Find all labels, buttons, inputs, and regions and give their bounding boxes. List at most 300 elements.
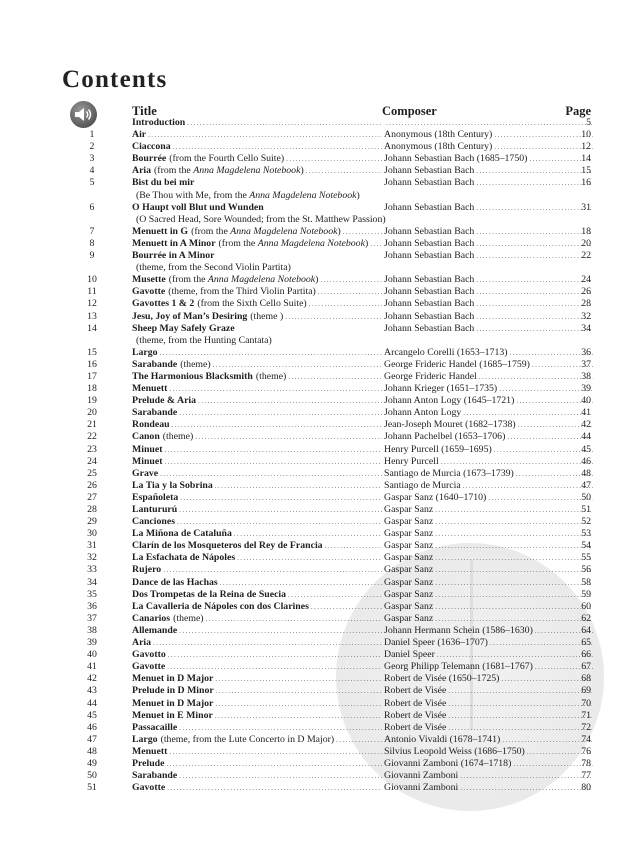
entry-title: Dance de las Hachas [132, 576, 218, 588]
entry-composer: Johann Sebastian Bach [384, 310, 475, 322]
table-row[interactable] [0, 323, 640, 335]
entry-composer-cell [384, 347, 593, 359]
entry-composer: Gaspar Sanz [384, 564, 434, 576]
entry-composer-cell [384, 431, 593, 443]
entry-title: Introduction [132, 117, 186, 128]
table-row[interactable] [0, 601, 640, 613]
entry-title-cell [132, 298, 382, 310]
table-row[interactable] [0, 311, 640, 323]
dot-leader [304, 165, 382, 177]
entry-composer-cell [384, 323, 593, 335]
entry-page: 76 [581, 745, 591, 757]
entry-title-cell [132, 770, 382, 782]
entry-title: Bist du bei mir [132, 177, 195, 189]
table-row[interactable] [0, 407, 640, 419]
dot-leader [214, 685, 382, 697]
entry-title: Sarabande [132, 770, 178, 782]
dot-leader [158, 347, 382, 359]
dot-leader [318, 274, 382, 286]
table-row[interactable] [0, 661, 640, 673]
entry-page: 18 [581, 225, 591, 237]
dot-leader [334, 734, 382, 746]
entry-composer: George Frideric Handel (1685–1759) [384, 358, 530, 370]
entry-page: 32 [581, 310, 591, 322]
entry-number: 47 [87, 733, 97, 745]
entry-composer-cell [384, 286, 593, 298]
entry-composer-cell [384, 129, 593, 141]
entry-title-cell [132, 117, 382, 129]
entry-title-cell [132, 722, 382, 734]
entry-number: 13 [87, 310, 97, 322]
entry-number: 34 [87, 576, 97, 588]
entry-title: Minuet [132, 455, 163, 467]
entry-title: Rujero [132, 564, 162, 576]
entry-number: 11 [87, 286, 97, 298]
entry-title-cell [132, 480, 382, 492]
entry-page: 56 [581, 564, 591, 576]
entry-composer-cell [384, 480, 593, 492]
entry-title: Menuet in D Major [132, 673, 214, 685]
entry-composer-cell [384, 613, 593, 625]
entry-page: 69 [581, 685, 591, 697]
entry-title-cell [132, 782, 382, 794]
entry-composer-cell [384, 734, 593, 746]
entry-title-cell [132, 129, 382, 141]
entry-title: O Haupt voll Blut und Wunden [132, 201, 264, 213]
table-row[interactable] [0, 202, 640, 214]
entry-composer-cell [384, 226, 593, 238]
entry-number: 42 [87, 673, 97, 685]
entry-composer-cell [384, 710, 593, 722]
entry-title: Prelude [132, 757, 165, 769]
table-row[interactable] [0, 456, 640, 468]
entry-composer: Johann Pachelbel (1653–1706) [384, 431, 506, 443]
entry-title: Jesu, Joy of Man’s Desiring [132, 310, 248, 322]
entry-page: 34 [581, 322, 591, 334]
entry-title-cell [132, 710, 382, 722]
entry-composer-cell [384, 395, 593, 407]
table-row[interactable] [0, 226, 640, 238]
entry-page: 12 [581, 141, 591, 153]
table-row[interactable] [0, 274, 640, 286]
dot-leader [213, 710, 382, 722]
entry-title-cell [132, 661, 382, 673]
entry-composer: Robert de Visée [384, 721, 447, 733]
entry-composer: Gaspar Sanz [384, 600, 434, 612]
entry-title: Aria [132, 637, 152, 649]
entry-composer: Johann Anton Logy (1645–1721) [384, 395, 515, 407]
table-row[interactable] [0, 649, 640, 661]
entry-title-cell [132, 250, 382, 262]
dot-leader [204, 613, 382, 625]
dot-leader [178, 492, 382, 504]
dot-leader [171, 141, 382, 153]
table-row[interactable] [0, 153, 640, 165]
dot-leader [162, 444, 382, 456]
entry-title: Musette [132, 274, 166, 286]
table-row[interactable] [0, 564, 640, 576]
entry-composer: George Frideric Handel [384, 370, 477, 382]
entry-number: 44 [87, 697, 97, 709]
dot-leader [232, 528, 382, 540]
entry-title: La Miñona de Cataluña [132, 528, 232, 540]
table-row[interactable] [0, 770, 640, 782]
entry-page: 46 [581, 455, 591, 467]
table-row[interactable] [0, 129, 640, 141]
dot-leader [177, 722, 382, 734]
entry-page: 10 [581, 129, 591, 141]
entry-number: 18 [87, 383, 97, 395]
table-row[interactable] [0, 746, 640, 758]
entry-page: 58 [581, 576, 591, 588]
entry-number: 27 [87, 491, 97, 503]
entry-title: La Esfachata de Nápoles [132, 552, 236, 564]
dot-leader [368, 238, 382, 250]
table-row[interactable] [0, 782, 640, 794]
table-row-subtitle [0, 214, 640, 226]
dot-leader [161, 564, 382, 576]
entry-composer-cell [384, 516, 593, 528]
entry-composer: Robert de Visée [384, 685, 447, 697]
entry-note: (theme) [180, 358, 211, 370]
entry-number: 9 [89, 250, 95, 262]
entry-title: Sheep May Safely Graze [132, 322, 235, 334]
entry-composer-cell [384, 177, 593, 189]
entry-title-cell [132, 734, 382, 746]
table-row[interactable] [0, 516, 640, 528]
entry-composer-cell [384, 758, 593, 770]
entry-title: Sarabande [132, 407, 178, 419]
entry-subtitle: (O Sacred Head, Sore Wounded; from the St. Matthew Passion) [136, 213, 386, 225]
table-row[interactable] [0, 722, 640, 734]
entry-composer: Johann Sebastian Bach [384, 237, 475, 249]
entry-composer: Gaspar Sanz [384, 588, 434, 600]
entry-composer-cell [384, 625, 593, 637]
entry-title: Bourrée in A Minor [132, 250, 215, 262]
entry-title: Menuett in A Minor [132, 237, 216, 249]
table-row[interactable] [0, 552, 640, 564]
entry-composer: Henry Purcell (1659–1695) [384, 443, 492, 455]
entry-number: 21 [87, 419, 97, 431]
entry-composer: Johann Sebastian Bach [384, 225, 475, 237]
entry-number: 35 [87, 588, 97, 600]
table-row[interactable] [0, 637, 640, 649]
entry-page: 47 [581, 479, 591, 491]
entry-composer: Johann Sebastian Bach [384, 274, 475, 286]
entry-subtitle: (Be Thou with Me, from the Anna Magdelena Notebook) [136, 189, 360, 201]
entry-title-cell [132, 758, 382, 770]
entry-number: 24 [87, 455, 97, 467]
entry-title-cell [132, 685, 382, 697]
entry-page: 22 [581, 250, 591, 262]
entry-title: Lantururú [132, 504, 178, 515]
entry-number: 15 [87, 346, 97, 358]
entry-composer: Gaspar Sanz (1640–1710) [384, 491, 487, 503]
entry-title-cell [132, 613, 382, 625]
entry-number: 36 [87, 600, 97, 612]
entry-note: (from the Anna Magdelena Notebook) [154, 165, 304, 177]
entry-title: Minuet [132, 443, 163, 455]
entry-title-cell [132, 431, 382, 443]
entry-page: 48 [581, 467, 591, 479]
entry-composer: Daniel Speer (1636–1707) [384, 637, 488, 649]
entry-page: 60 [581, 600, 591, 612]
entry-composer: Johann Sebastian Bach [384, 201, 475, 213]
entry-number: 40 [87, 649, 97, 661]
entry-composer-cell [384, 601, 593, 613]
table-row[interactable] [0, 347, 640, 359]
table-row[interactable] [0, 431, 640, 443]
entry-title-cell [132, 577, 382, 589]
entry-composer: Gaspar Sanz [384, 516, 434, 528]
entry-title: Canciones [132, 516, 176, 528]
entry-title-cell [132, 323, 382, 335]
entry-composer: Anonymous (18th Century) [384, 141, 493, 153]
table-row[interactable] [0, 589, 640, 601]
entry-page: 59 [581, 588, 591, 600]
entry-title-cell [132, 311, 382, 323]
table-row[interactable] [0, 734, 640, 746]
entry-page: 37 [581, 358, 591, 370]
entry-page: 24 [581, 274, 591, 286]
table-row[interactable] [0, 419, 640, 431]
entry-note: (from the Anna Magdelena Notebook) [191, 225, 341, 237]
table-row[interactable] [0, 383, 640, 395]
dot-leader [164, 758, 382, 770]
dot-leader [146, 129, 382, 141]
dot-leader [283, 311, 382, 323]
table-row[interactable] [0, 710, 640, 722]
entry-composer: Johann Anton Logy [384, 407, 462, 419]
entry-composer-cell [384, 540, 593, 552]
entry-title-cell [132, 589, 382, 601]
entry-composer: Gaspar Sanz [384, 612, 434, 624]
entry-title: Rondeau [132, 419, 170, 431]
dot-leader [151, 637, 382, 649]
entry-note: (theme, from the Lute Concerto in D Major) [160, 733, 335, 745]
table-row[interactable] [0, 504, 640, 516]
table-row[interactable] [0, 577, 640, 589]
entry-title: La Tia y la Sobrina [132, 479, 213, 491]
table-row[interactable] [0, 395, 640, 407]
entry-composer: Giovanni Zamboni (1674–1718) [384, 757, 512, 769]
dot-leader [213, 480, 382, 492]
entry-title-cell [132, 419, 382, 431]
entry-composer-cell [384, 359, 593, 371]
entry-page: 78 [581, 757, 591, 769]
entry-page: 15 [581, 165, 591, 177]
table-row[interactable] [0, 141, 640, 153]
dot-leader [162, 456, 382, 468]
table-row[interactable] [0, 468, 640, 480]
entry-number: 12 [87, 298, 97, 310]
table-row[interactable] [0, 359, 640, 371]
entry-number: 23 [87, 443, 97, 455]
entry-page: 20 [581, 237, 591, 249]
entry-title: Dos Trompetas de la Reina de Suecia [132, 588, 287, 600]
entry-title-cell [132, 347, 382, 359]
dot-leader [165, 782, 382, 794]
entry-composer-cell [384, 649, 593, 661]
column-header-composer: Composer [382, 104, 437, 118]
entry-composer-cell [384, 746, 593, 758]
entry-note: (from the Sixth Cello Suite) [197, 298, 307, 310]
entry-note: (theme, from the Third Violin Partita) [168, 286, 316, 298]
entry-note: (from the Anna Magdelena Notebook) [168, 274, 319, 286]
entry-composer: Daniel Speer [384, 649, 435, 661]
entry-page: 80 [581, 782, 591, 794]
entry-note: (theme) [255, 370, 287, 382]
entry-composer-cell [384, 589, 593, 601]
entry-composer: Arcangelo Corelli (1653–1713) [384, 346, 508, 358]
dot-leader [177, 625, 382, 637]
entry-page: 36 [581, 346, 591, 358]
entry-composer-cell [384, 673, 593, 685]
entry-title-cell [132, 444, 382, 456]
entry-number: 43 [87, 685, 97, 697]
entry-page: 77 [581, 770, 591, 782]
entry-number: 37 [87, 612, 97, 624]
entry-title: Gavotte [132, 286, 166, 298]
entry-number: 10 [87, 274, 97, 286]
entry-page: 70 [581, 697, 591, 709]
entry-number: 28 [87, 504, 97, 515]
entry-number: 17 [87, 370, 97, 382]
entry-page: 55 [581, 552, 591, 564]
entry-composer: Robert de Visée (1650–1725) [384, 673, 500, 685]
entry-title-cell [132, 625, 382, 637]
table-row-subtitle [0, 335, 640, 347]
entry-number: 16 [87, 358, 97, 370]
entry-title-cell [132, 165, 382, 177]
entry-title-cell [132, 746, 382, 758]
entry-page: 68 [581, 673, 591, 685]
entry-page: 72 [581, 721, 591, 733]
table-row[interactable] [0, 238, 640, 250]
entry-composer-cell [384, 782, 593, 794]
dot-leader [235, 552, 382, 564]
entry-number: 41 [87, 661, 97, 673]
entry-composer: Johann Sebastian Bach [384, 250, 475, 262]
entry-title: Gavotte [132, 782, 166, 794]
entry-title: Passacaille [132, 721, 178, 733]
entry-title: Canarios [132, 612, 171, 624]
dot-leader [286, 589, 382, 601]
dot-leader [167, 746, 382, 758]
entry-composer: Santiago de Murcia [384, 479, 461, 491]
entry-composer-cell [384, 637, 593, 649]
column-header-title: Title [132, 104, 157, 118]
table-row[interactable] [0, 528, 640, 540]
entry-composer: Johann Krieger (1651–1735) [384, 383, 498, 395]
entry-title-cell [132, 540, 382, 552]
entry-number: 19 [87, 395, 97, 407]
entry-composer: Georg Philipp Telemann (1681–1767) [384, 661, 533, 673]
entry-title-cell [132, 468, 382, 480]
entry-number: 14 [87, 322, 97, 334]
entry-title: Gavotte [132, 661, 166, 673]
entry-composer-cell [384, 456, 593, 468]
entry-composer-cell [384, 371, 593, 383]
column-header-page: Page [565, 104, 591, 118]
entry-note: (theme) [173, 612, 204, 624]
entry-page: 53 [581, 528, 591, 540]
entry-number: 32 [87, 552, 97, 564]
entry-page: 44 [581, 431, 591, 443]
dot-leader [316, 286, 382, 298]
entry-title-cell [132, 226, 382, 238]
entry-title-cell [132, 492, 382, 504]
dot-leader [166, 649, 382, 661]
entry-title: Españoleta [132, 491, 179, 503]
entry-composer: Johann Sebastian Bach [384, 177, 475, 189]
table-row[interactable] [0, 165, 640, 177]
dot-leader [175, 516, 382, 528]
entry-composer: Robert de Visée [384, 697, 447, 709]
table-row[interactable] [0, 480, 640, 492]
table-row[interactable] [0, 698, 640, 710]
contents-list [0, 117, 640, 794]
table-row[interactable] [0, 673, 640, 685]
entry-composer-cell [384, 504, 593, 516]
entry-composer: Anonymous (18th Century) [384, 129, 493, 141]
table-row[interactable] [0, 492, 640, 504]
table-row[interactable] [0, 371, 640, 383]
entry-composer: Santiago de Murcia (1673–1739) [384, 467, 514, 479]
entry-composer: Johann Sebastian Bach [384, 322, 475, 334]
entry-page: 26 [581, 286, 591, 298]
entry-composer: Giovanni Zamboni [384, 782, 459, 794]
dot-leader [284, 153, 382, 165]
entry-composer: Silvius Leopold Weiss (1686–1750) [384, 745, 525, 757]
table-row[interactable] [0, 298, 640, 310]
entry-composer-cell [384, 698, 593, 710]
entry-title: Menuet in E Minor [132, 709, 213, 721]
table-row[interactable] [0, 177, 640, 189]
entry-title-cell [132, 177, 382, 189]
entry-composer: Antonio Vivaldi (1678–1741) [384, 733, 501, 745]
table-row[interactable] [0, 625, 640, 637]
table-row[interactable] [0, 540, 640, 552]
entry-title: Gavotto [132, 649, 166, 661]
entry-title-cell [132, 407, 382, 419]
dot-leader [185, 117, 382, 129]
dot-leader [384, 117, 593, 129]
table-row[interactable] [0, 758, 640, 770]
entry-number: 2 [89, 141, 95, 153]
entry-page: 52 [581, 516, 591, 528]
entry-title-cell [132, 238, 382, 250]
entry-page: 42 [581, 419, 591, 431]
table-row[interactable] [0, 444, 640, 456]
entry-page: 71 [581, 709, 591, 721]
table-row[interactable] [0, 613, 640, 625]
entry-number: 26 [87, 479, 97, 491]
table-row-subtitle [0, 262, 640, 274]
entry-title-cell [132, 528, 382, 540]
table-row[interactable] [0, 250, 640, 262]
entry-title: Menuett [132, 383, 168, 395]
dot-leader [196, 395, 382, 407]
table-row[interactable] [0, 117, 640, 129]
entry-composer: Robert de Visée [384, 709, 447, 721]
entry-page: 16 [581, 177, 591, 189]
table-row[interactable] [0, 685, 640, 697]
entry-composer-cell [384, 238, 593, 250]
dot-leader [211, 359, 382, 371]
table-row[interactable] [0, 286, 640, 298]
entry-title: Allemande [132, 624, 178, 636]
